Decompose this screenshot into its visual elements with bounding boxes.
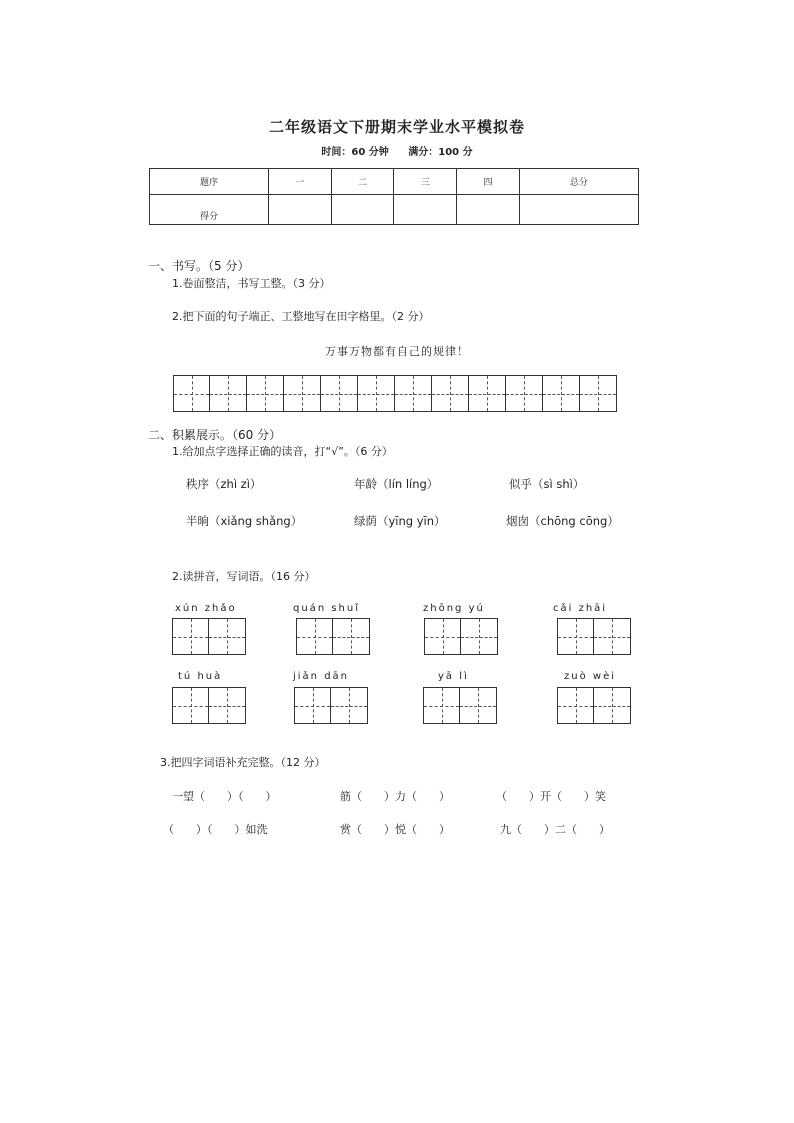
tianzige-cell[interactable] xyxy=(296,618,333,655)
tianzige-cell[interactable] xyxy=(557,687,594,724)
tianzige-cell[interactable] xyxy=(333,618,370,655)
section1-q2: 2.把下面的句子端正、工整地写在田字格里。（2 分） xyxy=(172,310,430,323)
section1-q1: 1.卷面整洁，书写工整。（3 分） xyxy=(172,277,331,290)
idiom-item[interactable]: 筋（ ）力（ ） xyxy=(340,790,450,803)
tianzige-cell[interactable] xyxy=(461,618,498,655)
tianzige-cell[interactable] xyxy=(172,618,209,655)
tianzige-cell[interactable] xyxy=(543,375,580,412)
tianzige-cell[interactable] xyxy=(209,687,246,724)
section2-q3-prompt: 3.把四字词语补充完整。（12 分） xyxy=(160,756,326,769)
tianzige-cell[interactable] xyxy=(424,618,461,655)
reading-item[interactable]: 烟囱（chōng cōng） xyxy=(506,514,619,528)
score-cell[interactable] xyxy=(331,195,394,225)
word-grid[interactable] xyxy=(296,618,370,655)
tianzige-cell[interactable] xyxy=(321,375,358,412)
score-header-cell: 二 xyxy=(331,169,394,195)
time-limit: 时间：60 分钟 xyxy=(321,147,389,158)
reading-item[interactable]: 秩序（zhì zì） xyxy=(186,477,262,491)
tianzige-cell[interactable] xyxy=(247,375,284,412)
score-table xyxy=(149,168,639,225)
score-cell[interactable] xyxy=(269,195,332,225)
word-grid[interactable] xyxy=(172,618,246,655)
pinyin-label: quán shuǐ xyxy=(293,603,360,614)
tianzige-cell[interactable] xyxy=(209,618,246,655)
idiom-item[interactable]: 赏（ ）悦（ ） xyxy=(340,823,450,836)
pinyin-label: xún zhǎo xyxy=(175,603,237,614)
reading-item[interactable]: 绿荫（yīng yīn） xyxy=(354,514,446,528)
exam-title: 二年级语文下册期末学业水平模拟卷 xyxy=(268,118,525,136)
score-cell[interactable] xyxy=(457,195,520,225)
tianzige-row[interactable] xyxy=(173,375,617,412)
tianzige-cell[interactable] xyxy=(594,618,631,655)
idiom-item[interactable]: （ ）开（ ）笑 xyxy=(496,790,606,803)
score-header-cell: 一 xyxy=(269,169,332,195)
tianzige-cell[interactable] xyxy=(580,375,617,412)
word-grid[interactable] xyxy=(557,618,631,655)
tianzige-cell[interactable] xyxy=(210,375,247,412)
tianzige-cell[interactable] xyxy=(432,375,469,412)
score-header-cell: 四 xyxy=(457,169,520,195)
pinyin-label: zhōng yú xyxy=(423,603,485,614)
pinyin-label: tú huà xyxy=(178,671,223,682)
reading-item[interactable]: 年龄（lín líng） xyxy=(354,477,439,491)
reading-item[interactable]: 似乎（sì shì） xyxy=(509,477,585,491)
word-grid[interactable] xyxy=(172,687,246,724)
idiom-item[interactable]: 一望（ ）（ ） xyxy=(172,790,277,803)
score-cell[interactable] xyxy=(394,195,457,225)
word-grid[interactable] xyxy=(294,687,368,724)
word-grid[interactable] xyxy=(424,618,498,655)
idiom-item[interactable]: 九（ ）二（ ） xyxy=(500,823,610,836)
tianzige-cell[interactable] xyxy=(284,375,321,412)
section2-q2-prompt: 2.读拼音，写词语。（16 分） xyxy=(172,570,316,583)
tianzige-cell[interactable] xyxy=(358,375,395,412)
tianzige-cell[interactable] xyxy=(172,687,209,724)
score-row-label: 得分 xyxy=(150,195,269,225)
tianzige-cell[interactable] xyxy=(395,375,432,412)
section1-heading: 一、书写。（5 分） xyxy=(148,259,250,273)
word-grid[interactable] xyxy=(423,687,497,724)
tianzige-cell[interactable] xyxy=(331,687,368,724)
tianzige-cell[interactable] xyxy=(594,687,631,724)
score-cell[interactable] xyxy=(519,195,638,225)
tianzige-cell[interactable] xyxy=(460,687,497,724)
pinyin-label: cǎi zhāi xyxy=(553,603,608,614)
section2-q1-prompt: 1.给加点字选择正确的读音，打“√”。（6 分） xyxy=(172,445,393,458)
idiom-item[interactable]: （ ）（ ）如洗 xyxy=(163,823,268,836)
tianzige-cell[interactable] xyxy=(294,687,331,724)
section2-heading: 二、积累展示。（60 分） xyxy=(148,428,282,442)
score-header-cell: 题序 xyxy=(150,169,269,195)
exam-subtitle xyxy=(0,143,794,158)
score-header-cell: 总分 xyxy=(519,169,638,195)
score-header-cell: 三 xyxy=(394,169,457,195)
tianzige-cell[interactable] xyxy=(173,375,210,412)
word-grid[interactable] xyxy=(557,687,631,724)
pinyin-label: zuò wèi xyxy=(564,671,616,682)
tianzige-cell[interactable] xyxy=(469,375,506,412)
tianzige-cell[interactable] xyxy=(506,375,543,412)
tianzige-cell[interactable] xyxy=(557,618,594,655)
pinyin-label: yā lì xyxy=(438,671,469,682)
copy-sentence: 万事万物都有自己的规律！ xyxy=(325,345,469,358)
tianzige-cell[interactable] xyxy=(423,687,460,724)
reading-item[interactable]: 半晌（xiǎng shǎng） xyxy=(186,514,303,528)
pinyin-label: jiǎn dān xyxy=(293,671,350,682)
full-score: 满分：100 分 xyxy=(408,147,473,158)
